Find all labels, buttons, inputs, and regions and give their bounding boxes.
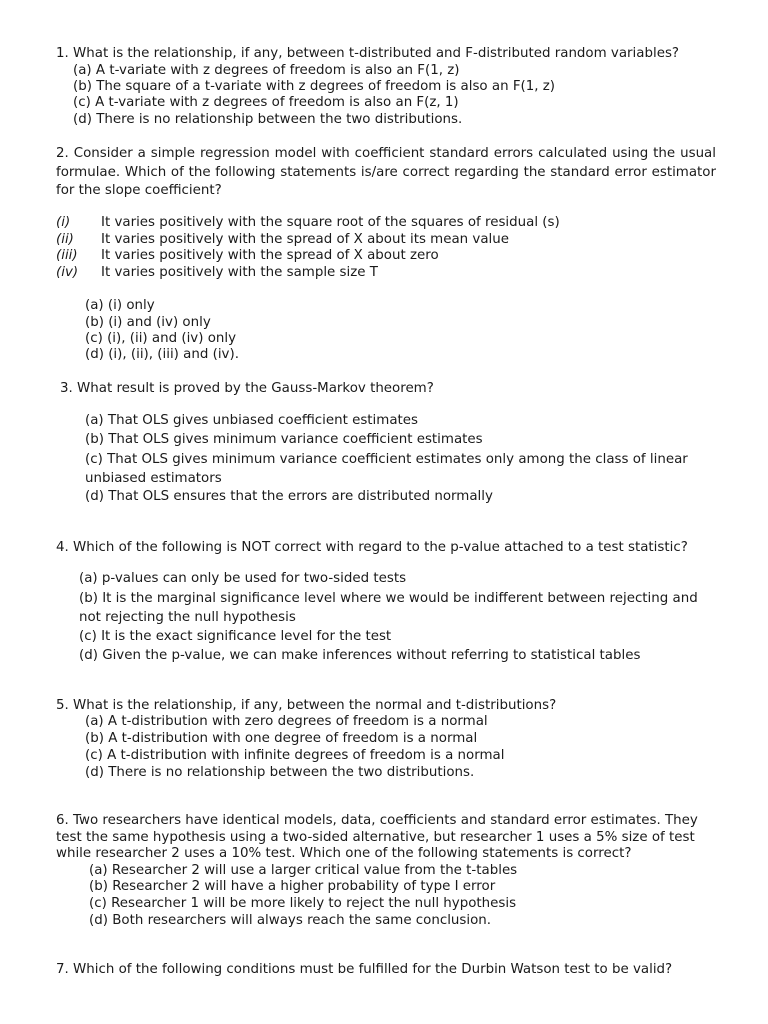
question-5-option-d: (d) There is no relationship between the two distributions.	[85, 765, 475, 780]
question-2-option-c: (c) (i), (ii) and (iv) only	[85, 331, 237, 346]
question-3-option-d: (d) That OLS ensures that the errors are distributed normally	[85, 489, 493, 504]
question-4-option-a: (a) p-values can only be used for two-sided tests	[79, 571, 407, 586]
statement-label: (iv)	[56, 265, 79, 280]
question-6-option-a: (a) Researcher 2 will use a larger critical value from the t-tables	[89, 863, 518, 878]
question-4-option-b: (b) It is the marginal significance level where we would be indifferent between rejecting and not rejecting the null hypothesis	[79, 591, 698, 625]
statement-text: It varies positively with the spread of X about zero	[101, 248, 439, 263]
question-2-statement-1	[56, 215, 560, 231]
question-3-stem: 3. What result is proved by the Gauss-Markov theorem?	[60, 381, 434, 396]
question-4-stem: 4. Which of the following is NOT correct with regard to the p-value attached to a test statistic?	[56, 540, 688, 555]
question-6-option-d: (d) Both researchers will always reach the same conclusion.	[89, 913, 492, 928]
statement-label: (i)	[56, 215, 71, 230]
statement-text: It varies positively with the spread of X about its mean value	[101, 232, 509, 247]
question-1-option-d: (d) There is no relationship between the two distributions.	[73, 112, 463, 127]
statement-text: It varies positively with the square root of the squares of residual (s)	[101, 215, 560, 230]
question-2-option-a: (a) (i) only	[85, 298, 155, 313]
question-1-stem: 1. What is the relationship, if any, between t-distributed and F-distributed random variables?	[56, 46, 680, 61]
question-2-option-d: (d) (i), (ii), (iii) and (iv).	[85, 347, 239, 362]
question-2-statement-4	[56, 265, 378, 281]
statement-label: (iii)	[56, 248, 78, 263]
question-2-option-b: (b) (i) and (iv) only	[85, 315, 211, 330]
question-6-option-c: (c) Researcher 1 will be more likely to reject the null hypothesis	[89, 896, 517, 911]
question-5-option-a: (a) A t-distribution with zero degrees of freedom is a normal	[85, 714, 488, 729]
question-5-option-b: (b) A t-distribution with one degree of freedom is a normal	[85, 731, 478, 746]
question-2-stem: 2. Consider a simple regression model with coefficient standard errors calculated using the usual formulae. Which of the following statements is/are correct regarding the standard error estimator for the slope coefficient?	[56, 146, 716, 198]
question-5-stem: 5. What is the relationship, if any, between the normal and t-distributions?	[56, 698, 557, 713]
question-3-option-c: (c) That OLS gives minimum variance coefficient estimates only among the class of linear unbiased estimators	[85, 452, 688, 486]
question-7-stem: 7. Which of the following conditions must be fulfilled for the Durbin Watson test to be valid?	[56, 962, 673, 977]
question-3-option-a: (a) That OLS gives unbiased coefficient estimates	[85, 413, 418, 428]
question-2-statement-2	[56, 232, 509, 248]
statement-label: (ii)	[56, 232, 74, 247]
question-3-option-b: (b) That OLS gives minimum variance coefficient estimates	[85, 432, 483, 447]
question-4-option-d: (d) Given the p-value, we can make inferences without referring to statistical tables	[79, 648, 641, 663]
question-2-statement-3	[56, 248, 439, 264]
question-1-option-b: (b) The square of a t-variate with z degrees of freedom is also an F(1, z)	[73, 79, 556, 94]
question-5-option-c: (c) A t-distribution with infinite degrees of freedom is a normal	[85, 748, 505, 763]
question-1-option-c: (c) A t-variate with z degrees of freedom is also an F(z, 1)	[73, 95, 459, 110]
question-1-option-a: (a) A t-variate with z degrees of freedom is also an F(1, z)	[73, 63, 460, 78]
statement-text: It varies positively with the sample size T	[101, 265, 378, 280]
question-6-stem: 6. Two researchers have identical models, data, coefficients and standard error estimates. They test the same hypothesis using a two-sided alternative, but researcher 1 uses a 5% size of test while researcher 2 uses a 10% test. Which one of the following statements is correct?	[56, 813, 698, 861]
question-4-option-c: (c) It is the exact significance level for the test	[79, 629, 392, 644]
question-6-option-b: (b) Researcher 2 will have a higher probability of type I error	[89, 879, 496, 894]
